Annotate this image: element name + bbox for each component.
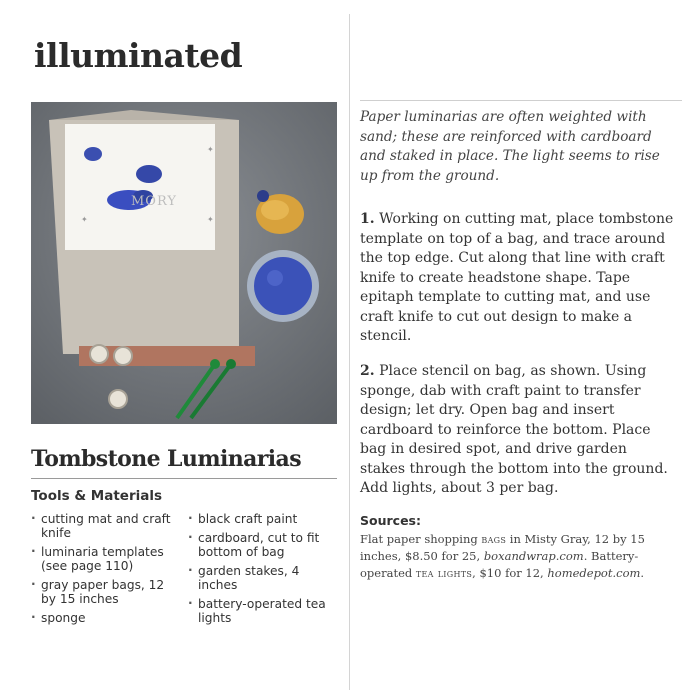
tool-item: · black craft paint bbox=[188, 512, 338, 526]
homedepot-link[interactable]: homedepot.com bbox=[547, 566, 641, 580]
svg-text:✦: ✦ bbox=[207, 145, 214, 154]
intro-text: Paper luminarias are often weighted with sand; these are reinforced with cardboard and staked in place. The light seems to rise up from the ground. bbox=[360, 109, 660, 184]
stencil-epitaph-text: MORY bbox=[131, 194, 177, 209]
tool-item: · cardboard, cut to fit bottom of bag bbox=[188, 531, 338, 559]
stencil-template bbox=[65, 124, 215, 250]
top-divider bbox=[360, 100, 682, 101]
tool-item: · cutting mat and craft knife bbox=[31, 512, 181, 540]
tool-item: · luminaria templates (see page 110) bbox=[31, 545, 181, 573]
step-2 bbox=[360, 362, 676, 499]
tools-heading: Tools & Materials bbox=[31, 488, 163, 504]
step-text: Place stencil on bag, as shown. Using sponge, dab with craft paint to transfer design; let dry. Open bag and insert cardboard to reinforce the bottom. Place bag in desired spot, and drive garden stakes through the bottom into the ground. Add lights, about 3 per bag. bbox=[360, 363, 668, 496]
project-photo bbox=[31, 102, 337, 424]
tools-list-column-2 bbox=[188, 512, 338, 630]
photo-illustration bbox=[31, 102, 337, 424]
boxandwrap-link[interactable]: boxandwrap.com bbox=[483, 549, 584, 563]
sources-part: . Battery-operated bbox=[360, 549, 639, 580]
article-title: Tombstone Luminarias bbox=[31, 446, 301, 472]
tools-list-column-1 bbox=[31, 512, 181, 630]
right-column bbox=[360, 0, 700, 700]
bags-label: bags bbox=[481, 532, 507, 546]
svg-text:✦: ✦ bbox=[207, 215, 214, 224]
sources-part: . bbox=[640, 566, 645, 580]
tool-item: · gray paper bags, 12 by 15 inches bbox=[31, 578, 181, 606]
sources-part: Flat paper shopping bbox=[360, 532, 478, 546]
step-number: 1. bbox=[360, 211, 375, 227]
sources-text bbox=[360, 531, 682, 582]
section-title: illuminated bbox=[34, 36, 243, 75]
tea-lights-label: tea lights bbox=[415, 566, 473, 580]
tool-item: · garden stakes, 4 inches bbox=[188, 564, 338, 592]
sources-part: , $10 for 12, bbox=[472, 566, 544, 580]
tool-item: · battery-operated tea lights bbox=[188, 597, 338, 625]
column-divider bbox=[349, 14, 350, 690]
title-divider bbox=[31, 478, 337, 479]
paint-dab bbox=[84, 147, 102, 161]
step-1 bbox=[360, 210, 676, 347]
sources-heading: Sources: bbox=[360, 513, 421, 528]
svg-text:✦: ✦ bbox=[81, 215, 88, 224]
tool-item: · sponge bbox=[31, 611, 181, 625]
tea-light bbox=[90, 345, 108, 363]
step-text: Working on cutting mat, place tombstone template on top of a bag, and trace around the top edge. Cut along that line with craft knife to create headstone shape. Tape epitaph template to cutting mat, and use craft knife to cut out design to make a stencil. bbox=[360, 211, 674, 344]
step-number: 2. bbox=[360, 363, 375, 379]
sources-part: in Misty Gray, 12 by 15 inches, $8.50 for 25, bbox=[360, 532, 645, 563]
